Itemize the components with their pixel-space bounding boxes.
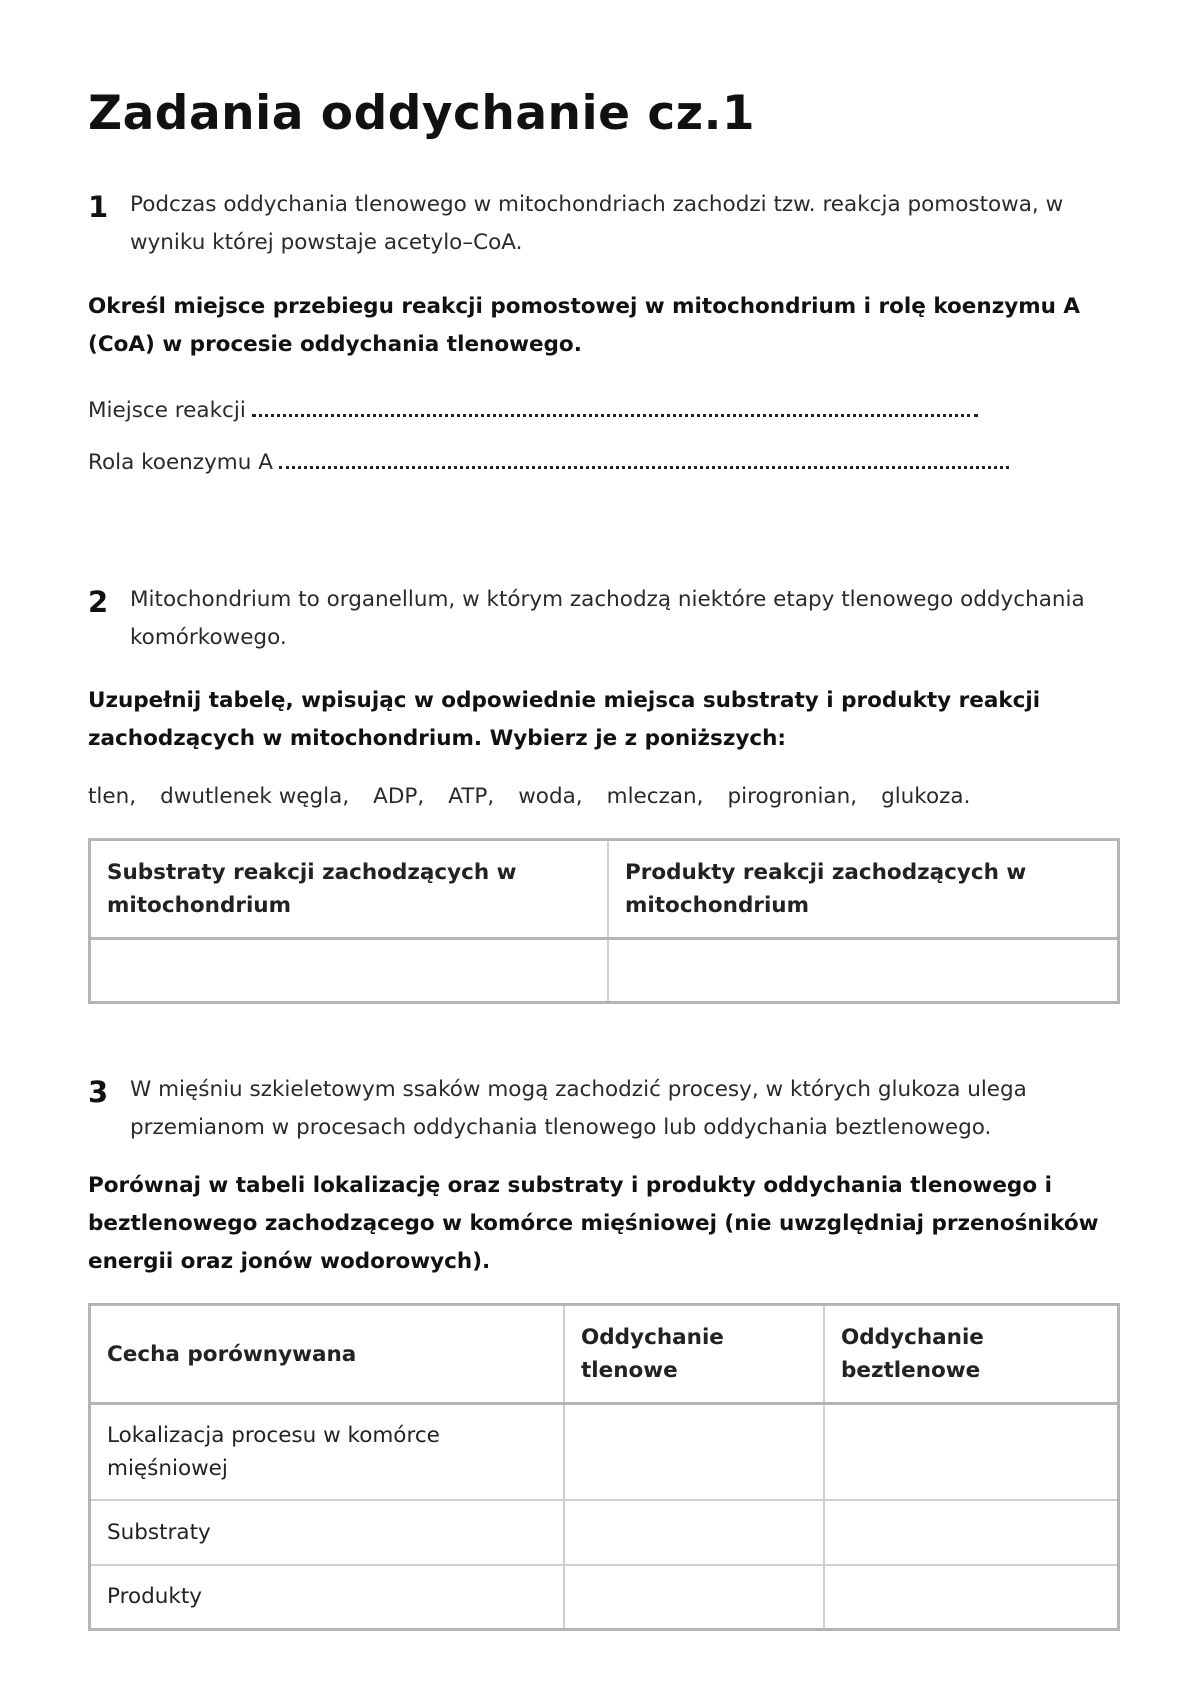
answer-line-role [88, 448, 1120, 500]
mitochondrium-table [88, 838, 1120, 1004]
table-cell[interactable] [824, 1565, 1119, 1630]
table-header: Oddychanie tlenowe [564, 1305, 824, 1404]
answer-lines [88, 396, 1120, 500]
task-number: 1 [88, 190, 109, 224]
answer-label: Rola koenzymu A [88, 450, 273, 475]
table-row [90, 1404, 1119, 1500]
answer-input-place[interactable] [252, 396, 978, 417]
option-list [88, 784, 994, 809]
table-header: Cecha porównywana [90, 1305, 565, 1404]
page-title: Zadania oddychanie cz.1 [88, 86, 756, 141]
table-cell[interactable] [564, 1500, 824, 1565]
answer-label: Miejsce reakcji [88, 398, 246, 423]
table-header: Oddychanie beztlenowe [824, 1305, 1119, 1404]
table-row [90, 1500, 1119, 1565]
task-instruction: Uzupełnij tabelę, wpisując w odpowiednie miejsca substraty i produkty reakcji zachodzących w mitochondrium. Wybierz je z poniższych: [88, 688, 1041, 751]
option: pirogronian, [727, 784, 858, 809]
task-number: 3 [88, 1075, 109, 1109]
task-3 [88, 1071, 1120, 1147]
table-row [90, 1565, 1119, 1630]
comparison-table [88, 1303, 1120, 1631]
option: ATP, [448, 784, 495, 809]
task-intro: W mięśniu szkieletowym ssaków mogą zachodzić procesy, w których glukoza ulega przemianom w procesach oddychania tlenowego lub oddychania beztlenowego. [130, 1077, 1027, 1140]
task-number: 2 [88, 585, 109, 619]
table-cell[interactable] [824, 1404, 1119, 1500]
task-intro: Mitochondrium to organellum, w którym zachodzą niektóre etapy tlenowego oddychania komórkowego. [130, 587, 1085, 650]
option: mleczan, [606, 784, 704, 809]
task-instruction: Porównaj w tabeli lokalizację oraz substraty i produkty oddychania tlenowego i beztlenowego zachodzącego w komórce mięśniowej (nie uwzględniaj przenośników energii oraz jonów wodorowych). [88, 1173, 1099, 1274]
table-header: Produkty reakcji zachodzących w mitochondrium [608, 840, 1119, 939]
row-label: Lokalizacja procesu w komórce mięśniowej [90, 1404, 565, 1500]
option: glukoza. [881, 784, 971, 809]
row-label: Substraty [90, 1500, 565, 1565]
option: tlen, [88, 784, 137, 809]
option: dwutlenek węgla, [160, 784, 350, 809]
task-1 [88, 186, 1120, 262]
answer-input-role[interactable] [279, 448, 1009, 469]
task-2 [88, 581, 1120, 657]
option: woda, [518, 784, 583, 809]
table-cell[interactable] [564, 1565, 824, 1630]
task-intro: Podczas oddychania tlenowego w mitochondriach zachodzi tzw. reakcja pomostowa, w wyniku której powstaje acetylo–CoA. [130, 192, 1064, 255]
row-label: Produkty [90, 1565, 565, 1630]
answer-line-place [88, 396, 1120, 448]
table-cell-products[interactable] [608, 939, 1119, 1003]
task-instruction: Określ miejsce przebiegu reakcji pomostowej w mitochondrium i rolę koenzymu A (CoA) w procesie oddychania tlenowego. [88, 294, 1081, 357]
table-cell[interactable] [824, 1500, 1119, 1565]
table-cell[interactable] [564, 1404, 824, 1500]
table-header: Substraty reakcji zachodzących w mitochondrium [90, 840, 609, 939]
table-cell-substrates[interactable] [90, 939, 609, 1003]
option: ADP, [373, 784, 425, 809]
